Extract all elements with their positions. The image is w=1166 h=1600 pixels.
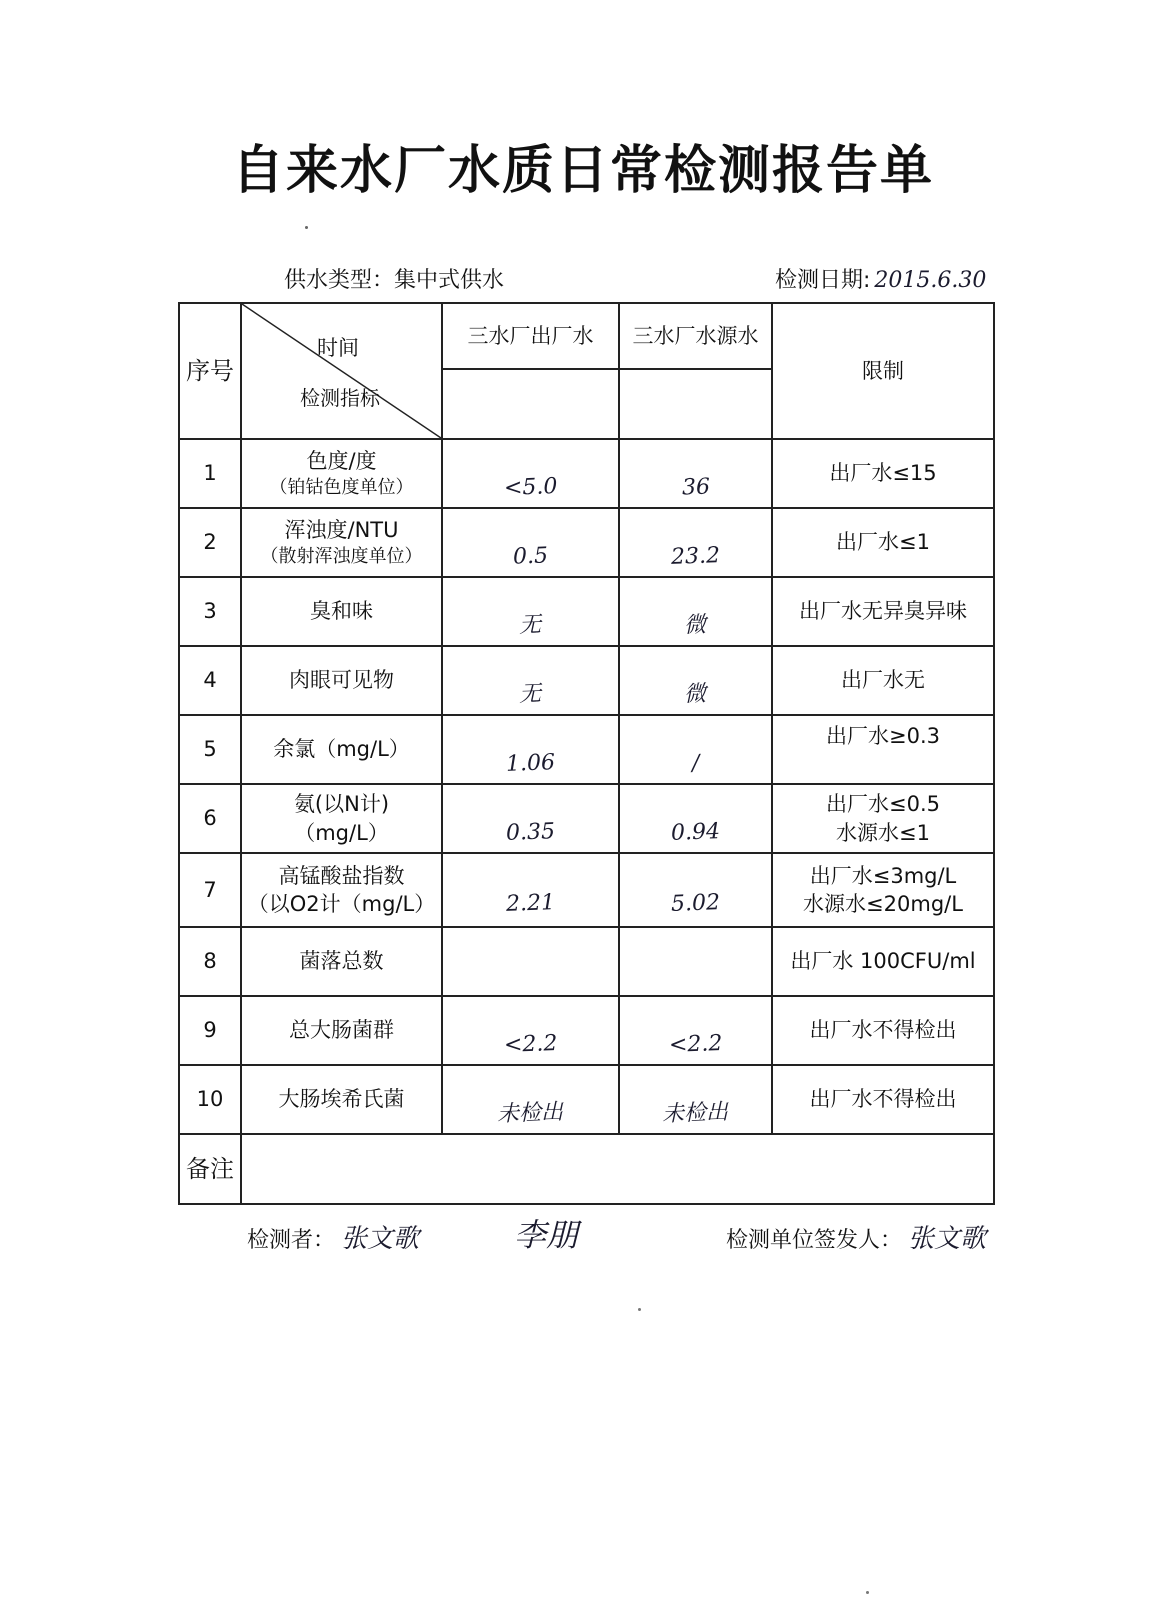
limit-cell	[772, 927, 994, 996]
source-value: <2.2	[668, 1030, 723, 1058]
indicator-cell	[241, 1065, 442, 1134]
limit-text: 出厂水不得检出	[809, 1087, 957, 1112]
issuer-line	[726, 1218, 986, 1255]
indicator-name: 总大肠菌群	[289, 1018, 394, 1043]
indicator-cell	[241, 927, 442, 996]
source-value: 微	[684, 612, 707, 639]
scan-speck	[866, 1591, 869, 1594]
outlet-value: 未检出	[497, 1099, 564, 1127]
outlet-value: 0.35	[505, 818, 556, 846]
row-number: 6	[179, 784, 241, 853]
source-value-cell	[619, 1065, 772, 1134]
remark-row	[179, 1134, 994, 1204]
outlet-value: 1.06	[505, 749, 556, 777]
indicator-cell	[241, 784, 442, 853]
report-table	[178, 302, 995, 1205]
limit-cell	[772, 577, 994, 646]
outlet-value-cell	[442, 577, 619, 646]
outlet-value-cell	[442, 646, 619, 715]
indicator-name: 浑浊度/NTU	[284, 518, 399, 543]
limit-cell	[772, 439, 994, 508]
limit-cell	[772, 853, 994, 927]
source-value-cell	[619, 646, 772, 715]
indicator-cell	[241, 577, 442, 646]
outlet-value: 无	[519, 681, 542, 708]
indicator-name: 菌落总数	[299, 949, 384, 974]
source-value: 微	[684, 681, 707, 708]
indicator-name: 余氯（mg/L）	[273, 737, 410, 762]
indicator-header: 检测指标	[300, 386, 380, 410]
table-row	[179, 996, 994, 1065]
time-header: 时间	[317, 336, 359, 360]
indicator-name: 氨(以N计)	[293, 792, 390, 817]
row-number: 3	[179, 577, 241, 646]
supply-type: 供水类型：集中式供水	[284, 268, 505, 293]
seq-header: 序号	[179, 303, 241, 439]
table-row	[179, 715, 994, 784]
tester-line	[247, 1218, 419, 1255]
source-header-blank	[619, 369, 772, 439]
source-value: /	[691, 750, 700, 776]
indicator-cell	[241, 715, 442, 784]
test-date-label: 检测日期:	[775, 268, 871, 293]
outlet-value-cell	[442, 715, 619, 784]
source-value-cell	[619, 853, 772, 927]
diagonal-header-cell	[241, 303, 442, 439]
diagonal-line	[242, 304, 441, 438]
source-value: 未检出	[662, 1099, 729, 1127]
indicator-cell	[241, 508, 442, 577]
table-row	[179, 646, 994, 715]
outlet-value: 无	[519, 612, 542, 639]
limit-text: 出厂水不得检出	[809, 1018, 957, 1043]
table-row	[179, 577, 994, 646]
indicator-name: 臭和味	[310, 599, 373, 624]
row-number: 4	[179, 646, 241, 715]
table-row	[179, 784, 994, 853]
indicator-cell	[241, 996, 442, 1065]
limit-cell	[772, 1065, 994, 1134]
issuer-label: 检测单位签发人：	[726, 1228, 903, 1253]
limit-cell	[772, 996, 994, 1065]
outlet-value: 2.21	[505, 890, 556, 918]
source-header: 三水厂水源水	[619, 303, 772, 369]
issuer-signature: 张文歌	[908, 1224, 987, 1254]
remark-label: 备注	[179, 1134, 241, 1204]
source-value: 5.02	[670, 890, 721, 918]
scan-speck	[305, 226, 308, 229]
table-row	[179, 508, 994, 577]
row-number: 2	[179, 508, 241, 577]
source-value-cell	[619, 577, 772, 646]
limit-text: 出厂水无	[841, 668, 925, 693]
outlet-value-cell	[442, 1065, 619, 1134]
row-number: 7	[179, 853, 241, 927]
indicator-sub: （散射浑浊度单位）	[260, 545, 423, 567]
outlet-value-cell	[442, 439, 619, 508]
limit-text-2: 水源水≤20mg/L	[803, 892, 963, 916]
table-row	[179, 439, 994, 508]
tester-label: 检测者：	[247, 1228, 336, 1253]
tester-signature: 张文歌	[341, 1224, 420, 1254]
limit-text: 出厂水 100CFU/ml	[790, 949, 976, 974]
source-value-cell	[619, 996, 772, 1065]
source-value-cell	[619, 715, 772, 784]
limit-text: 出厂水≤3mg/L	[809, 863, 957, 888]
outlet-value: <2.2	[503, 1030, 558, 1058]
row-number: 1	[179, 439, 241, 508]
limit-cell	[772, 508, 994, 577]
table-row	[179, 927, 994, 996]
indicator-sub: （mg/L）	[294, 820, 389, 845]
limit-header: 限制	[772, 303, 994, 439]
row-number: 9	[179, 996, 241, 1065]
indicator-cell	[241, 439, 442, 508]
limit-cell	[772, 715, 994, 784]
test-date-value: 2015.6.30	[874, 268, 987, 293]
table-row	[179, 853, 994, 927]
source-value-cell	[619, 784, 772, 853]
limit-text: 出厂水无异臭异味	[799, 599, 967, 624]
outlet-value-cell	[442, 508, 619, 577]
indicator-name: 肉眼可见物	[289, 668, 394, 693]
source-value-cell	[619, 439, 772, 508]
limit-text: 出厂水≤15	[829, 461, 937, 486]
tester-signature-2: 李朋	[514, 1216, 579, 1254]
outlet-value-cell	[442, 996, 619, 1065]
row-number: 10	[179, 1065, 241, 1134]
indicator-name: 大肠埃希氏菌	[278, 1087, 405, 1112]
outlet-header-blank	[442, 369, 619, 439]
scan-speck	[638, 1308, 641, 1311]
row-number: 8	[179, 927, 241, 996]
table-row	[179, 1065, 994, 1134]
source-value: 36	[681, 474, 710, 501]
outlet-header: 三水厂出厂水	[442, 303, 619, 369]
outlet-value: 0.5	[512, 543, 549, 570]
outlet-value-cell	[442, 784, 619, 853]
indicator-name: 色度/度	[306, 449, 377, 474]
source-value-cell	[619, 927, 772, 996]
source-value-cell	[619, 508, 772, 577]
limit-cell	[772, 646, 994, 715]
outlet-value-cell	[442, 927, 619, 996]
test-date	[775, 263, 986, 294]
row-number: 5	[179, 715, 241, 784]
indicator-sub: （铂钴色度单位）	[269, 476, 414, 498]
limit-text: 出厂水≤1	[836, 530, 930, 555]
limit-cell	[772, 784, 994, 853]
indicator-cell	[241, 646, 442, 715]
source-value: 23.2	[670, 542, 721, 570]
limit-text: 出厂水≤0.5	[826, 792, 940, 817]
source-value: 0.94	[670, 818, 721, 846]
outlet-value: <5.0	[503, 473, 558, 501]
indicator-cell	[241, 853, 442, 927]
report-title: 自来水厂水质日常检测报告单	[231, 141, 934, 201]
limit-text-2: 水源水≤1	[836, 820, 930, 845]
header-row	[179, 303, 994, 369]
remark-value	[241, 1134, 994, 1204]
limit-text: 出厂水≥0.3	[826, 724, 940, 748]
indicator-sub: （以O2计（mg/L）	[247, 892, 436, 916]
indicator-name: 高锰酸盐指数	[278, 863, 405, 888]
outlet-value-cell	[442, 853, 619, 927]
